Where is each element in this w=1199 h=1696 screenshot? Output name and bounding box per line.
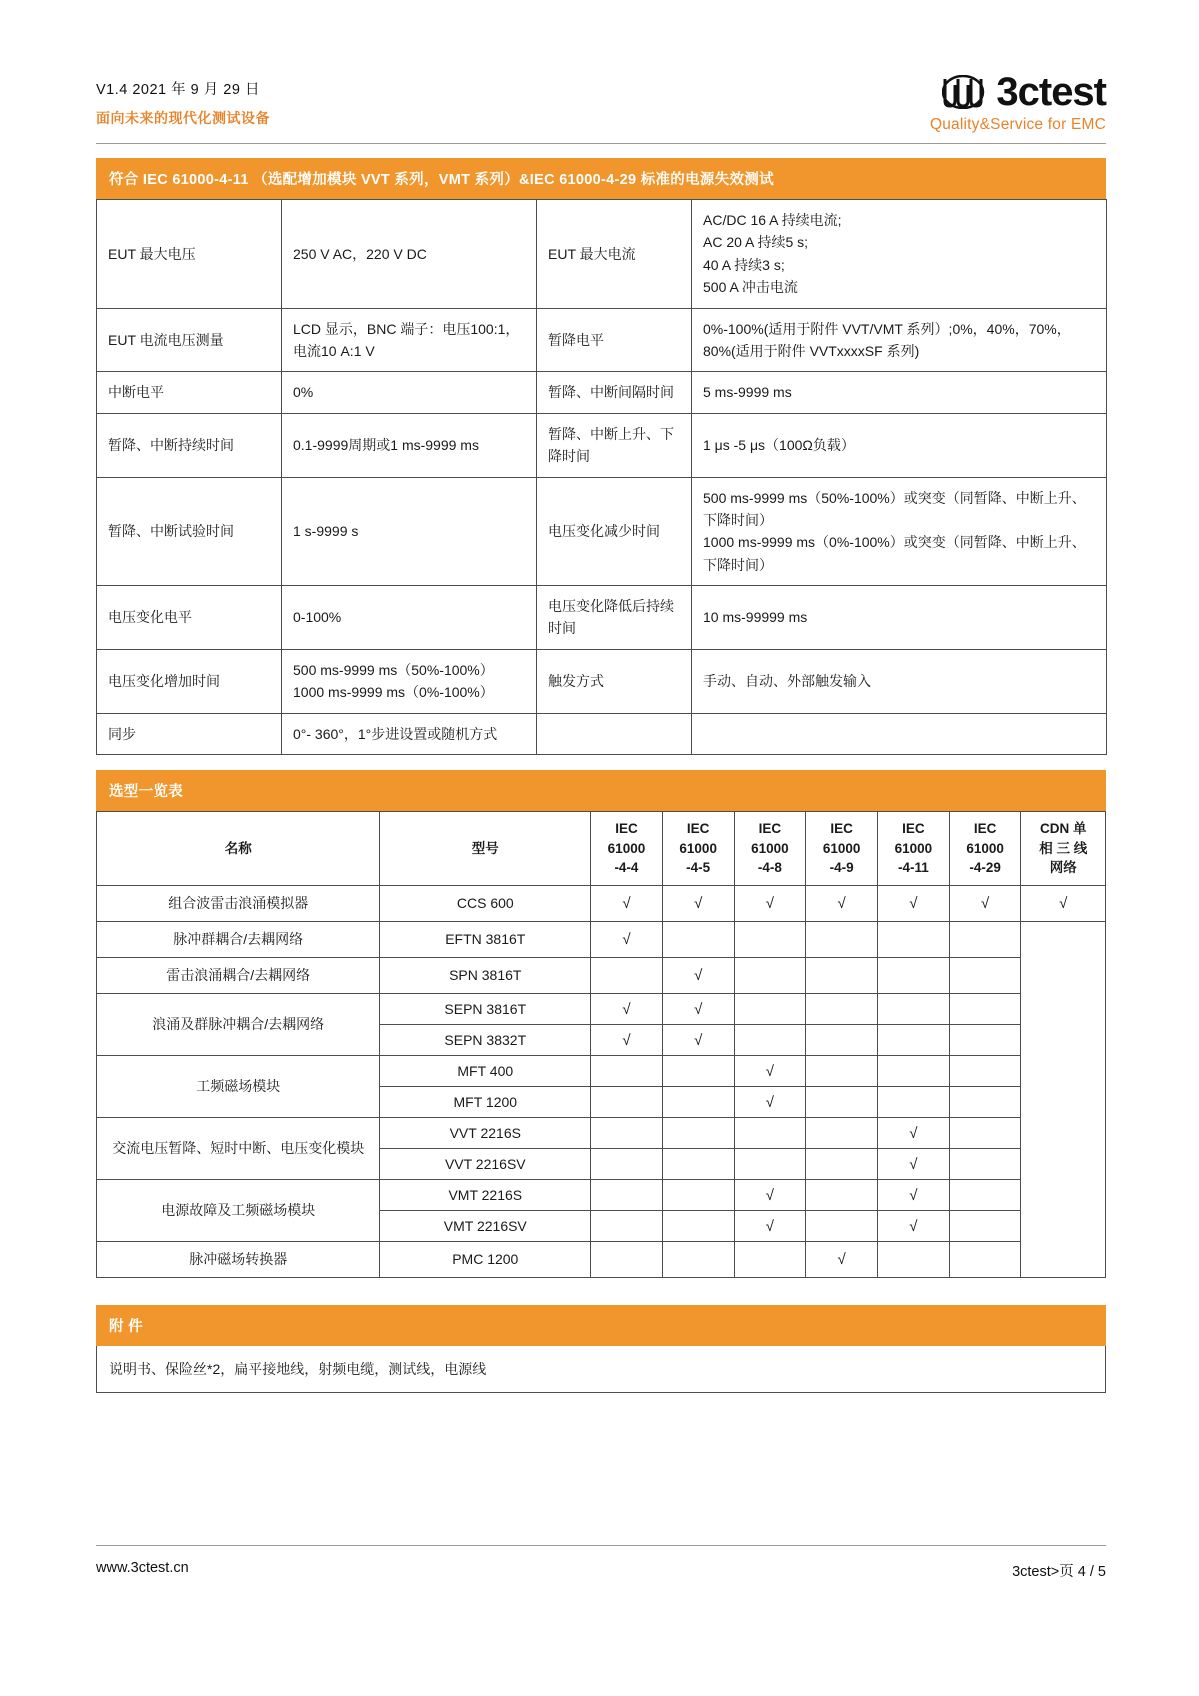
- standard-mark-cell: [591, 1210, 663, 1241]
- spec-value: 1 μs -5 μs（100Ω负载）: [692, 413, 1107, 477]
- standard-mark-cell: [734, 1210, 806, 1241]
- standard-mark-cell: [591, 1055, 663, 1086]
- standard-mark-cell: [878, 1148, 950, 1179]
- spec-label: 触发方式: [537, 649, 692, 713]
- spec-label: 暂降、中断间隔时间: [537, 372, 692, 413]
- check-icon: √: [1059, 895, 1068, 913]
- table-row: [97, 993, 1106, 1024]
- spec-label: 同步: [97, 713, 282, 754]
- selection-section: [96, 770, 1106, 1278]
- check-icon: √: [765, 1062, 775, 1080]
- spec-value: 5 ms-9999 ms: [692, 372, 1107, 413]
- standard-mark-cell: [806, 1241, 878, 1277]
- standard-mark-cell: [662, 1148, 734, 1179]
- check-icon: √: [909, 1124, 918, 1142]
- standard-mark-cell: [878, 1055, 950, 1086]
- spec-section: [96, 158, 1106, 755]
- spec-row: [97, 649, 1107, 713]
- check-icon: √: [694, 895, 703, 913]
- standard-mark-cell: [734, 885, 806, 921]
- standard-mark-cell: [806, 1024, 878, 1055]
- spec-value: 0°- 360°，1°步进设置或随机方式: [282, 713, 537, 754]
- check-icon: √: [909, 1186, 918, 1204]
- standard-mark-cell: [734, 1241, 806, 1277]
- spec-label: EUT 电流电压测量: [97, 308, 282, 372]
- spec-value: 0.1-9999周期或1 ms-9999 ms: [282, 413, 537, 477]
- table-row: [97, 885, 1106, 921]
- product-name-cell: 雷击浪涌耦合/去耦网络: [97, 957, 380, 993]
- standard-mark-cell: [734, 921, 806, 957]
- spec-label: 电压变化电平: [97, 586, 282, 650]
- standard-mark-cell: [591, 1241, 663, 1277]
- check-icon: √: [622, 895, 631, 913]
- standard-mark-cell: [662, 993, 734, 1024]
- table-row: [97, 1241, 1106, 1277]
- spec-value: 500 ms-9999 ms（50%-100%）或突变（同暂降、中断上升、下降时间） 1000 ms-9999 ms（0%-100%）或突变（同暂降、中断上升、下降时间）: [692, 477, 1107, 586]
- table-row: [97, 1117, 1106, 1148]
- standard-mark-cell: [878, 1086, 950, 1117]
- company-logo: [930, 72, 1106, 134]
- standard-mark-cell: [806, 1055, 878, 1086]
- selection-column-header: IEC 61000 -4-5: [662, 812, 734, 886]
- product-name-cell: 组合波雷击浪涌模拟器: [97, 885, 380, 921]
- standard-mark-cell: [662, 1179, 734, 1210]
- check-icon: √: [622, 1000, 631, 1018]
- accessory-section-title: 附 件: [96, 1305, 1106, 1346]
- accessory-list: 说明书、保险丝*2，扁平接地线，射频电缆，测试线，电源线: [96, 1346, 1106, 1393]
- check-icon: √: [837, 895, 846, 913]
- standard-mark-cell: [662, 1117, 734, 1148]
- standard-mark-cell: [662, 1086, 734, 1117]
- table-row: [97, 921, 1106, 957]
- cdn-empty-cell: [1021, 921, 1106, 1277]
- spec-label: 暂降、中断上升、下降时间: [537, 413, 692, 477]
- spec-row: [97, 586, 1107, 650]
- standard-mark-cell: [591, 1024, 663, 1055]
- standard-mark-cell: [878, 1117, 950, 1148]
- spec-value: 500 ms-9999 ms（50%-100%） 1000 ms-9999 ms（0%-100%）: [282, 649, 537, 713]
- standard-mark-cell: [591, 921, 663, 957]
- standard-mark-cell: [949, 1086, 1021, 1117]
- product-model-cell: MFT 1200: [380, 1086, 591, 1117]
- standard-mark-cell: [734, 993, 806, 1024]
- page-header: [96, 70, 1106, 146]
- product-model-cell: EFTN 3816T: [380, 921, 591, 957]
- standard-mark-cell: [949, 957, 1021, 993]
- selection-table-head: [97, 812, 1106, 886]
- check-icon: √: [622, 1031, 631, 1049]
- standard-mark-cell: [591, 993, 663, 1024]
- check-icon: √: [694, 1000, 703, 1018]
- product-model-cell: VMT 2216SV: [380, 1210, 591, 1241]
- standard-mark-cell: [949, 1210, 1021, 1241]
- check-icon: √: [909, 1217, 918, 1235]
- selection-column-header: IEC 61000 -4-4: [591, 812, 663, 886]
- standard-mark-cell: [878, 885, 950, 921]
- spec-value: LCD 显示，BNC 端子：电压100:1，电流10 A:1 V: [282, 308, 537, 372]
- spec-value: 0%: [282, 372, 537, 413]
- footer-divider: [96, 1545, 1106, 1546]
- standard-mark-cell: [806, 957, 878, 993]
- spec-label: 电压变化降低后持续时间: [537, 586, 692, 650]
- check-icon: √: [981, 895, 990, 913]
- check-icon: √: [909, 895, 918, 913]
- spec-label: 电压变化增加时间: [97, 649, 282, 713]
- selection-column-header: 名称: [97, 812, 380, 886]
- spec-label: 电压变化减少时间: [537, 477, 692, 586]
- product-model-cell: PMC 1200: [380, 1241, 591, 1277]
- standard-mark-cell: [949, 1148, 1021, 1179]
- standard-mark-cell: [878, 921, 950, 957]
- table-row: [97, 1179, 1106, 1210]
- standard-mark-cell: [949, 1055, 1021, 1086]
- product-model-cell: SEPN 3832T: [380, 1024, 591, 1055]
- spec-label: EUT 最大电压: [97, 200, 282, 309]
- footer-page-number: 3ctest>页 4 / 5: [1012, 1564, 1106, 1580]
- logo-tagline: Quality&Service for EMC: [929, 116, 1106, 133]
- logo-mark-icon: [942, 75, 986, 109]
- selection-column-header: 型号: [380, 812, 591, 886]
- spec-row: [97, 372, 1107, 413]
- check-icon: √: [765, 1186, 775, 1204]
- standard-mark-cell: [662, 885, 734, 921]
- spec-label: 暂降、中断持续时间: [97, 413, 282, 477]
- standard-mark-cell: [949, 1117, 1021, 1148]
- selection-column-header: IEC 61000 -4-8: [734, 812, 806, 886]
- spec-value: 0-100%: [282, 586, 537, 650]
- standard-mark-cell: [591, 1086, 663, 1117]
- spec-value: [692, 713, 1107, 754]
- spec-label: 暂降、中断试验时间: [97, 477, 282, 586]
- product-name-cell: 浪涌及群脉冲耦合/去耦网络: [97, 993, 380, 1055]
- standard-mark-cell: [949, 993, 1021, 1024]
- standard-mark-cell: [734, 1024, 806, 1055]
- standard-mark-cell: [878, 1024, 950, 1055]
- selection-column-header: IEC 61000 -4-29: [949, 812, 1021, 886]
- product-name-cell: 工频磁场模块: [97, 1055, 380, 1117]
- standard-mark-cell: [734, 1117, 806, 1148]
- standard-mark-cell: [806, 1210, 878, 1241]
- page-footer: [96, 1560, 1106, 1581]
- standard-mark-cell: [806, 885, 878, 921]
- standard-mark-cell: [734, 1179, 806, 1210]
- standard-mark-cell: [734, 1055, 806, 1086]
- standard-mark-cell: [662, 1024, 734, 1055]
- spec-label: 暂降电平: [537, 308, 692, 372]
- standard-mark-cell: [591, 1117, 663, 1148]
- document-version: V1.4 2021 年 9 月 29 日: [96, 82, 260, 98]
- standard-mark-cell: [878, 957, 950, 993]
- check-icon: √: [765, 895, 775, 913]
- product-model-cell: VMT 2216S: [380, 1179, 591, 1210]
- standard-mark-cell: [806, 921, 878, 957]
- standard-mark-cell: [806, 1086, 878, 1117]
- check-icon: √: [837, 1251, 846, 1269]
- check-icon: √: [622, 931, 631, 949]
- spec-label: EUT 最大电流: [537, 200, 692, 309]
- selection-table: [96, 811, 1106, 1278]
- standard-mark-cell: [591, 1179, 663, 1210]
- standard-mark-cell: [949, 1024, 1021, 1055]
- spec-table: [96, 199, 1107, 755]
- spec-row: [97, 713, 1107, 754]
- standard-mark-cell: [878, 1241, 950, 1277]
- selection-section-title: 选型一览表: [96, 770, 1106, 811]
- product-model-cell: VVT 2216S: [380, 1117, 591, 1148]
- standard-mark-cell: [949, 1179, 1021, 1210]
- header-divider: [96, 143, 1106, 144]
- selection-column-header: IEC 61000 -4-9: [806, 812, 878, 886]
- standard-mark-cell: [878, 1179, 950, 1210]
- standard-mark-cell: [662, 1241, 734, 1277]
- standard-mark-cell: [806, 1117, 878, 1148]
- spec-table-body: [97, 200, 1107, 755]
- table-row: [97, 1055, 1106, 1086]
- spec-label: [537, 713, 692, 754]
- standard-mark-cell: [949, 1241, 1021, 1277]
- product-name-cell: 脉冲群耦合/去耦网络: [97, 921, 380, 957]
- selection-column-header: CDN 单 相 三 线 网络: [1021, 812, 1106, 886]
- standard-mark-cell: [734, 1148, 806, 1179]
- check-icon: √: [765, 1217, 775, 1235]
- standard-mark-cell: [878, 1210, 950, 1241]
- check-icon: √: [694, 1031, 703, 1049]
- table-row: [97, 957, 1106, 993]
- check-icon: √: [765, 1093, 775, 1111]
- spec-value: 250 V AC，220 V DC: [282, 200, 537, 309]
- spec-row: [97, 413, 1107, 477]
- standard-mark-cell: [806, 1179, 878, 1210]
- standard-mark-cell: [591, 885, 663, 921]
- spec-section-title: 符合 IEC 61000-4-11 （选配增加模块 VVT 系列，VMT 系列）&IEC 61000-4-29 标准的电源失效测试: [96, 158, 1106, 199]
- standard-mark-cell: [662, 921, 734, 957]
- product-model-cell: MFT 400: [380, 1055, 591, 1086]
- standard-mark-cell: [806, 1148, 878, 1179]
- spec-row: [97, 308, 1107, 372]
- check-icon: √: [909, 1155, 918, 1173]
- product-model-cell: CCS 600: [380, 885, 591, 921]
- product-name-cell: 脉冲磁场转换器: [97, 1241, 380, 1277]
- spec-label: 中断电平: [97, 372, 282, 413]
- product-name-cell: 交流电压暂降、短时中断、电压变化模块: [97, 1117, 380, 1179]
- spec-value: 手动、自动、外部触发输入: [692, 649, 1107, 713]
- standard-mark-cell: [734, 1086, 806, 1117]
- company-slogan: 面向未来的现代化测试设备: [96, 110, 270, 126]
- selection-header-row: [97, 812, 1106, 886]
- product-name-cell: 电源故障及工频磁场模块: [97, 1179, 380, 1241]
- spec-value: 1 s-9999 s: [282, 477, 537, 586]
- standard-mark-cell: [662, 1210, 734, 1241]
- product-model-cell: SEPN 3816T: [380, 993, 591, 1024]
- accessory-section: [96, 1305, 1106, 1393]
- check-icon: √: [694, 967, 703, 985]
- logo-wordmark: 3ctest: [996, 70, 1106, 114]
- standard-mark-cell: [878, 993, 950, 1024]
- standard-mark-cell: [662, 1055, 734, 1086]
- standard-mark-cell: [734, 957, 806, 993]
- product-model-cell: VVT 2216SV: [380, 1148, 591, 1179]
- standard-mark-cell: [591, 1148, 663, 1179]
- product-model-cell: SPN 3816T: [380, 957, 591, 993]
- standard-mark-cell: [949, 885, 1021, 921]
- standard-mark-cell: [949, 921, 1021, 957]
- standard-mark-cell: [591, 957, 663, 993]
- selection-table-body: [97, 885, 1106, 1277]
- spec-value: AC/DC 16 A 持续电流; AC 20 A 持续5 s; 40 A 持续3 s; 500 A 冲击电流: [692, 200, 1107, 309]
- spec-value: 10 ms-99999 ms: [692, 586, 1107, 650]
- selection-column-header: IEC 61000 -4-11: [878, 812, 950, 886]
- cdn-mark-cell: [1021, 885, 1106, 921]
- footer-website[interactable]: www.3ctest.cn: [96, 1560, 189, 1576]
- spec-row: [97, 477, 1107, 586]
- standard-mark-cell: [806, 993, 878, 1024]
- spec-value: 0%-100%(适用于附件 VVT/VMT 系列）;0%，40%，70%，80%(适用于附件 VVTxxxxSF 系列): [692, 308, 1107, 372]
- standard-mark-cell: [662, 957, 734, 993]
- spec-row: [97, 200, 1107, 309]
